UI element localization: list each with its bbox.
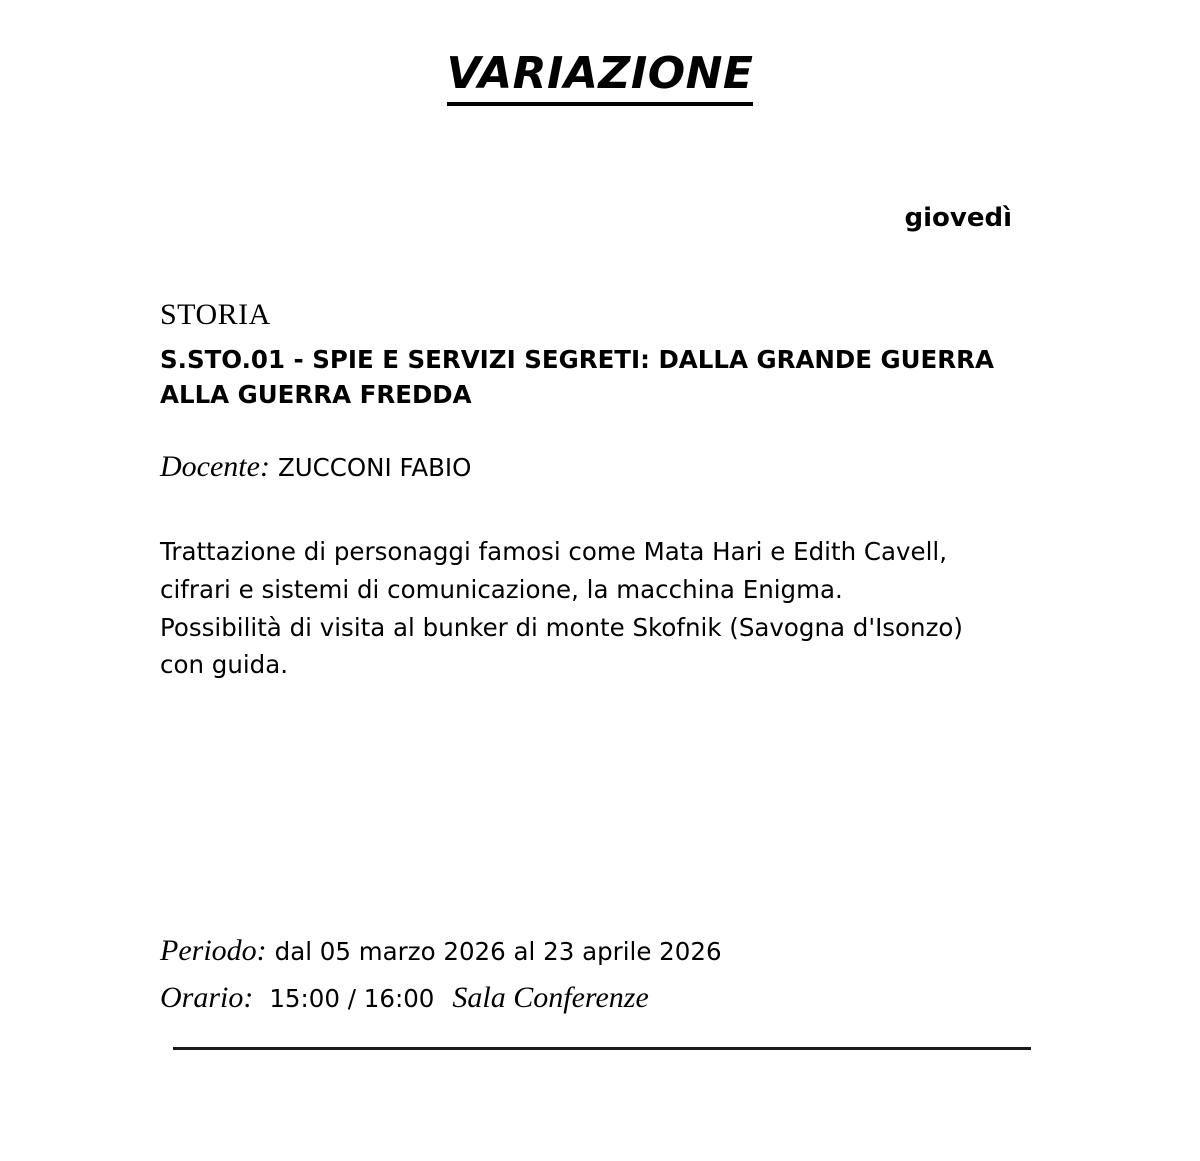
weekday-label: giovedì [904, 203, 1012, 233]
description-line: Possibilità di visita al bunker di monte Skofnik (Savogna d'Isonzo) [160, 612, 963, 642]
teacher-label: Docente: [160, 449, 270, 483]
course-title: S.STO.01 - SPIE E SERVIZI SEGRETI: DALLA GRANDE GUERRA ALLA GUERRA FREDDA [160, 345, 994, 409]
course-block [160, 298, 1040, 684]
page-title-text: VARIAZIONE [447, 48, 754, 106]
time-row [160, 975, 1040, 1022]
schedule-block [160, 928, 1040, 1021]
teacher-name: ZUCCONI FABIO [277, 452, 472, 482]
horizontal-divider [173, 1047, 1031, 1050]
period-value: dal 05 marzo 2026 al 23 aprile 2026 [274, 937, 722, 966]
time-value: 15:00 / 16:00 [269, 983, 435, 1013]
period-row [160, 928, 1040, 975]
period-label: Periodo: [160, 934, 267, 967]
subject-label: STORIA [160, 298, 271, 331]
room-name: Sala Conferenze [452, 980, 649, 1014]
description-line: cifrari e sistemi di comunicazione, la macchina Enigma. [160, 574, 843, 604]
course-description [160, 533, 1020, 685]
description-line: Trattazione di personaggi famosi come Mata Hari e Edith Cavell, [160, 536, 947, 566]
page-title [0, 48, 1200, 99]
description-line: con guida. [160, 650, 289, 680]
teacher-row [160, 449, 1040, 485]
time-label: Orario: [160, 980, 254, 1014]
